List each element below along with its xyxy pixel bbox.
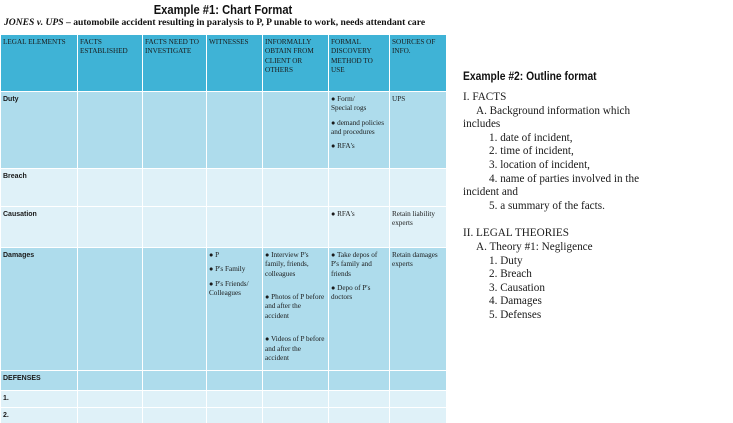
table-row xyxy=(1,92,447,169)
outline-line: 2. time of incident, xyxy=(489,145,574,158)
table-cell xyxy=(263,169,329,207)
cell-line: ● RFA's xyxy=(331,142,355,151)
cell-line: ● Form/ xyxy=(331,95,355,103)
outline-line: 5. Defenses xyxy=(489,308,542,321)
table-cell xyxy=(329,207,390,248)
table-cell xyxy=(143,207,207,248)
cell-line: ● demand policies and procedures xyxy=(331,118,385,137)
table-cell xyxy=(263,207,329,248)
cell-line: ● Take depos of P's family and friends xyxy=(331,251,378,278)
outline-line: A. Background information which xyxy=(476,104,631,117)
table-cell xyxy=(329,408,390,423)
cell-line: Special rogs xyxy=(331,104,367,113)
cell-line: Retain liability experts xyxy=(392,210,435,228)
table-row xyxy=(1,391,447,408)
case-name: JONES v. UPS xyxy=(4,17,64,28)
table-cell xyxy=(143,248,207,371)
table-cell xyxy=(207,371,263,391)
header-cell-6: SOURCES OF INFO. xyxy=(390,35,447,92)
table-cell xyxy=(207,248,263,371)
table-cell xyxy=(390,248,447,371)
outline-line: 1. Duty xyxy=(489,254,523,267)
outline-line: 5. a summary of the facts. xyxy=(489,199,605,212)
outline-line: 4. Damages xyxy=(489,295,542,308)
table-cell xyxy=(390,92,447,169)
example1-subtitle xyxy=(4,17,442,28)
table-cell xyxy=(263,92,329,169)
table-cell xyxy=(78,248,143,371)
row-label: 2. xyxy=(1,408,78,423)
table-cell xyxy=(143,391,207,408)
cell-line: ● RFA's xyxy=(331,210,355,218)
table-cell xyxy=(390,408,447,423)
table-cell xyxy=(263,391,329,408)
cell-line: ● Videos of P before and after the accident xyxy=(265,335,325,362)
table-cell xyxy=(78,391,143,408)
case-description: – automobile accident resulting in paralysis to P, P unable to work, needs attendant care xyxy=(63,17,426,28)
table-row xyxy=(1,169,447,207)
table-cell xyxy=(207,408,263,423)
outline-format xyxy=(463,91,729,323)
table-cell xyxy=(78,207,143,248)
table-cell xyxy=(329,371,390,391)
outline-line: 4. name of parties involved in the xyxy=(489,172,640,185)
header-cell-2: FACTS NEED TO INVESTIGATE xyxy=(143,35,207,92)
outline-line: 2. Breach xyxy=(489,268,532,281)
cell-line: ● P's Family xyxy=(209,265,246,274)
table-cell xyxy=(390,391,447,408)
table-cell xyxy=(207,391,263,408)
table-cell xyxy=(78,92,143,169)
table-cell xyxy=(329,391,390,408)
chart-table-body xyxy=(1,35,447,423)
outline-line: 3. location of incident, xyxy=(489,158,590,171)
header-cell-1: FACTS ESTABLISHED xyxy=(78,35,143,92)
example1-title: Example #1: Chart Format xyxy=(153,2,293,17)
cell-line: ● Depo of P's doctors xyxy=(331,284,371,302)
table-cell xyxy=(207,169,263,207)
outline-line: incident and xyxy=(463,186,518,199)
row-label: Duty xyxy=(1,92,78,169)
row-label: Causation xyxy=(1,207,78,248)
outline-line: II. LEGAL THEORIES xyxy=(463,227,569,240)
cell-line: ● Photos of P before and after the accident xyxy=(265,293,325,320)
table-cell xyxy=(143,371,207,391)
table-cell xyxy=(78,408,143,423)
outline-line: 1. date of incident, xyxy=(489,131,573,144)
example2-title: Example #2: Outline format xyxy=(463,69,597,83)
cell-line: ● P xyxy=(209,251,220,259)
header-cell-4: INFORMALLY OBTAIN FROM CLIENT OR OTHERS xyxy=(263,35,329,92)
table-header-row xyxy=(1,35,447,92)
row-label: Damages xyxy=(1,248,78,371)
table-cell xyxy=(263,408,329,423)
table-row xyxy=(1,207,447,248)
header-cell-5: FORMAL DISCOVERY METHOD TO USE xyxy=(329,35,390,92)
outline-line: A. Theory #1: Negligence xyxy=(476,240,593,253)
table-cell xyxy=(329,92,390,169)
table-cell xyxy=(143,169,207,207)
cell-line: ● P's Friends/ xyxy=(209,279,249,288)
table-cell xyxy=(329,248,390,371)
table-cell xyxy=(78,371,143,391)
table-cell xyxy=(390,169,447,207)
row-label: 1. xyxy=(1,391,78,408)
table-cell xyxy=(207,92,263,169)
header-cell-0: LEGAL ELEMENTS xyxy=(1,35,78,92)
chart-format-table xyxy=(0,34,446,423)
table-cell xyxy=(78,169,143,207)
table-cell xyxy=(143,408,207,423)
table-cell xyxy=(207,207,263,248)
table-cell xyxy=(143,92,207,169)
table-cell xyxy=(390,207,447,248)
row-label: DEFENSES xyxy=(1,371,78,391)
cell-line: ● Interview P's family, friends, colleagues xyxy=(265,251,309,278)
outline-line: I. FACTS xyxy=(463,91,507,103)
table-row xyxy=(1,248,447,371)
outline-line: 3. Causation xyxy=(489,281,545,294)
table-cell xyxy=(263,248,329,371)
table-row xyxy=(1,408,447,423)
header-cell-3: WITNESSES xyxy=(207,35,263,92)
table-cell xyxy=(329,169,390,207)
cell-line: Retain damages experts xyxy=(392,251,438,269)
outline-line: includes xyxy=(463,118,501,131)
table-cell xyxy=(263,371,329,391)
table-row xyxy=(1,371,447,391)
table-cell xyxy=(390,371,447,391)
cell-line: Colleagues xyxy=(209,289,241,298)
cell-line: UPS xyxy=(392,95,406,103)
row-label: Breach xyxy=(1,169,78,207)
